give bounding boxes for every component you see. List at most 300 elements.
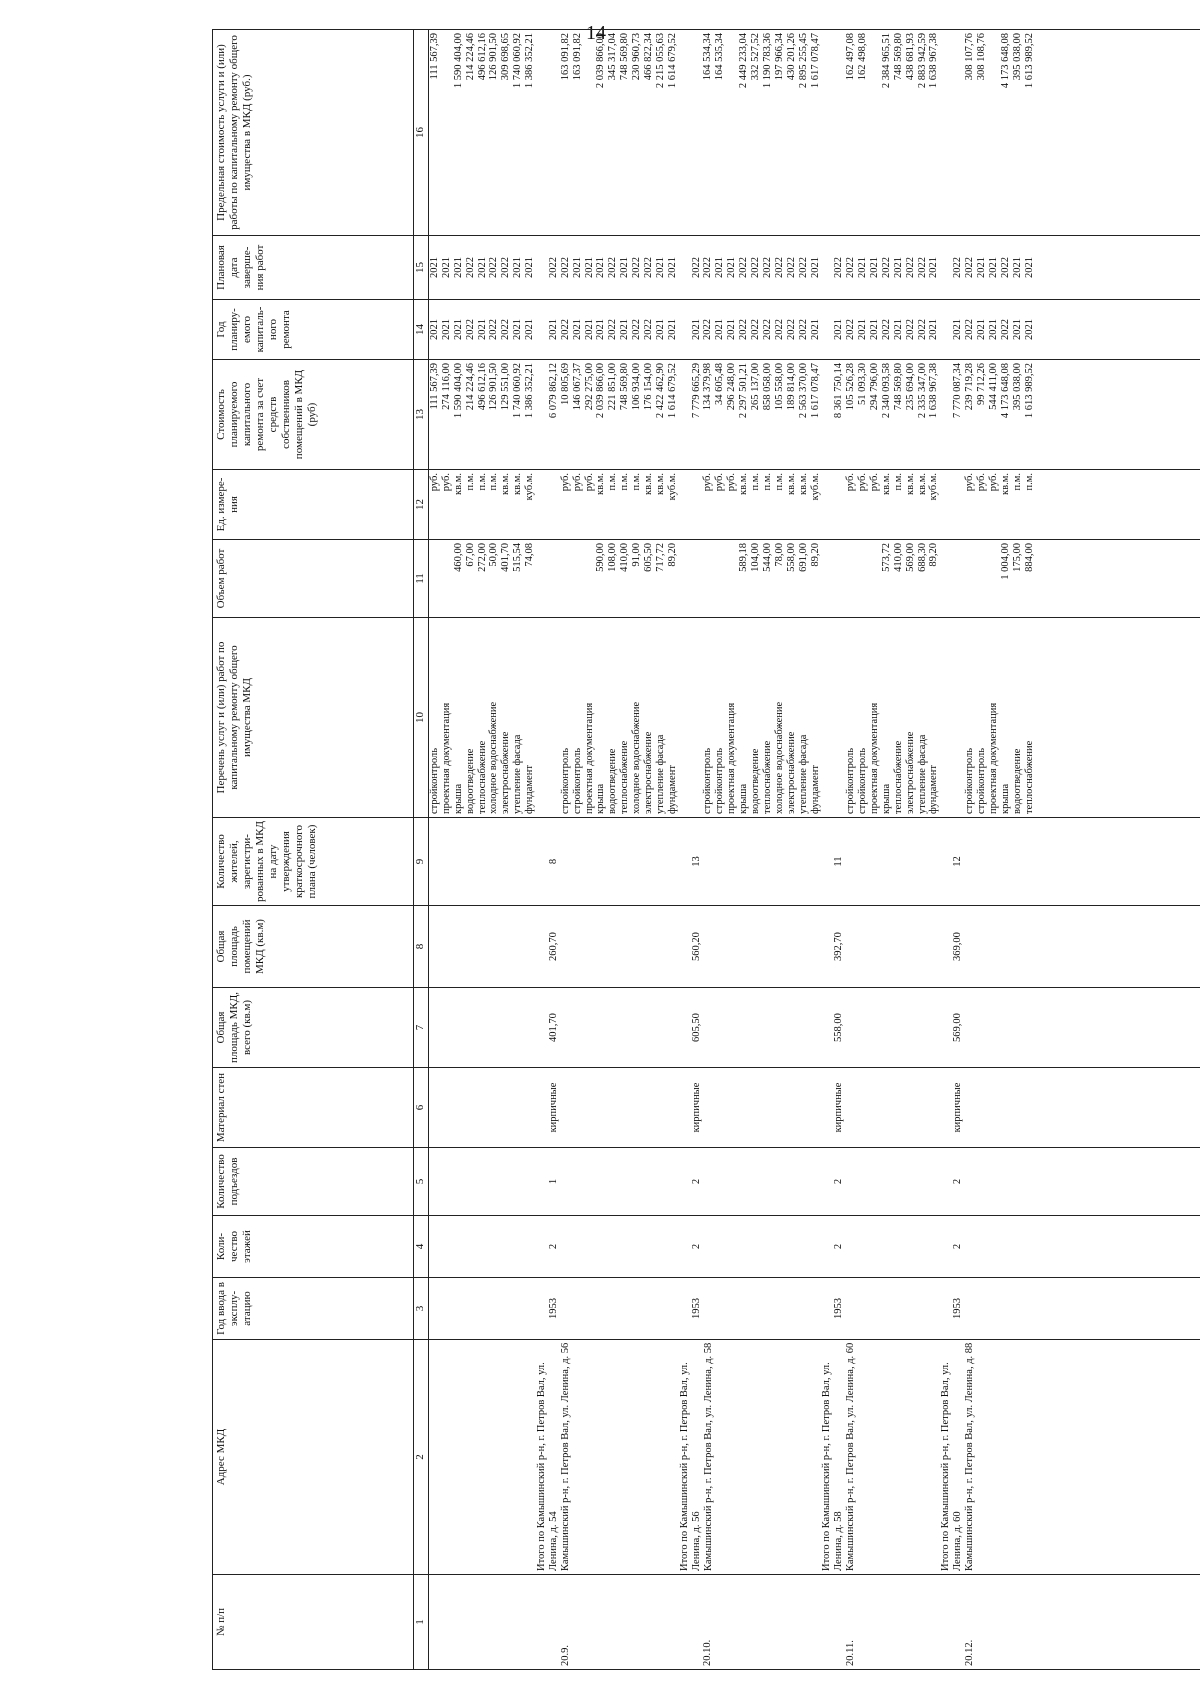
cell-c13: 292 275,00: [583, 363, 595, 411]
cell-c10: стройконтроль: [964, 747, 976, 814]
cell-c4: 2: [547, 1243, 559, 1250]
cell-c16: 1 190 783,36: [761, 33, 773, 89]
cell-c7: 558,00: [833, 1013, 845, 1042]
cell-c1: [726, 1575, 738, 1669]
cell-c2: [857, 1340, 869, 1574]
cell-c9: [774, 818, 786, 905]
page-number: 14: [586, 22, 606, 44]
cell-c12: [679, 470, 703, 539]
cell-c8: [988, 906, 1000, 987]
cell-c2: [500, 1340, 512, 1574]
col-16-max-cost: [429, 30, 1200, 236]
cell-c15: 2021: [429, 257, 440, 278]
cell-c10: стройконтроль: [429, 747, 440, 814]
cell-c4: [488, 1216, 500, 1277]
cell-c12: руб.: [975, 473, 987, 492]
cell-c13: 176 154,00: [643, 363, 655, 411]
cell-c4: [619, 1216, 631, 1277]
cell-c13: 2 297 501,21: [738, 363, 750, 419]
cell-c8: [917, 906, 929, 987]
cell-c12: кв.м.: [512, 473, 524, 495]
cell-c5: [1000, 1148, 1012, 1215]
cell-c16: 395 038,00: [1011, 33, 1023, 81]
cell-c16: 748 569,80: [892, 33, 904, 81]
cell-c8: [738, 906, 750, 987]
cell-c7: [798, 988, 810, 1067]
cell-c9: [714, 818, 726, 905]
cell-c8: [619, 906, 631, 987]
cell-c5: 2: [690, 1178, 702, 1185]
cell-c2: [714, 1340, 726, 1574]
cell-c16: 1 614 679,52: [666, 33, 678, 89]
cell-c13: 1 613 989,52: [1023, 363, 1035, 419]
cell-c2: [1000, 1340, 1012, 1574]
cell-c9: [845, 818, 857, 905]
cell-c10: проектная документация: [440, 702, 452, 814]
cell-c6: [810, 1068, 822, 1147]
cell-c8: [810, 906, 822, 987]
cell-c3: [917, 1278, 929, 1339]
cell-c3: [572, 1278, 584, 1339]
column-index: 7: [414, 988, 429, 1068]
cell-c12: п.м.: [1011, 473, 1023, 491]
cell-c12: руб.: [702, 473, 714, 492]
cell-c13: 105 558,00: [773, 363, 785, 411]
cell-c13: 126 901,50: [488, 363, 500, 411]
cell-c13: 134 379,98: [702, 363, 714, 411]
cell-c14: 2022: [904, 319, 916, 340]
column-index: 13: [414, 360, 429, 470]
cell-c6: [1024, 1068, 1036, 1147]
cell-c15: 2022: [559, 257, 571, 278]
cell-c14: 2022: [999, 319, 1011, 340]
cell-c8: [560, 906, 572, 987]
header-cell: Плановая дата заверше-ния работ: [213, 236, 414, 300]
cell-c15: 2022: [631, 257, 643, 278]
cell-c1: 20.10.: [702, 1639, 714, 1666]
cell-c15: 2021: [595, 257, 607, 278]
cell-c7: 569,00: [952, 1013, 964, 1042]
cell-c14: 2022: [750, 319, 762, 340]
cell-c11: 67,00: [464, 543, 476, 567]
cell-c13: 2 335 347,00: [916, 363, 928, 419]
cell-c1: 20.9.: [559, 1645, 571, 1666]
cell-c1: [988, 1575, 1000, 1669]
cell-c15: 2022: [750, 257, 762, 278]
cell-c4: [738, 1216, 750, 1277]
cell-c9: [928, 818, 940, 905]
cell-c8: [607, 906, 619, 987]
cell-c8: [750, 906, 762, 987]
cell-c11: [441, 540, 453, 617]
cell-c4: [928, 1216, 940, 1277]
cell-c2: [619, 1340, 631, 1574]
cell-c13: 189 814,00: [785, 363, 797, 411]
cell-c7: [928, 988, 940, 1067]
cell-c8: [500, 906, 512, 987]
cell-c7: [845, 988, 857, 1067]
cell-c9: [869, 818, 881, 905]
cell-c13: 99 712,26: [975, 363, 987, 405]
cell-c4: [1024, 1216, 1036, 1277]
cell-c1: [536, 1575, 560, 1669]
cell-c1: [976, 1575, 988, 1669]
cell-c3: [500, 1278, 512, 1339]
cell-c10: водоотведение: [464, 748, 476, 814]
cell-c1: [774, 1575, 786, 1669]
cell-c3: [560, 1278, 572, 1339]
cell-c4: [631, 1216, 643, 1277]
cell-c14: 2021: [452, 319, 464, 340]
cell-c8: [524, 906, 536, 987]
cell-c2: [512, 1340, 524, 1574]
cell-c12: кв.м.: [643, 473, 655, 495]
cell-c8: [584, 906, 596, 987]
cell-c15: 2022: [999, 257, 1011, 278]
cell-c2: [750, 1340, 762, 1574]
cell-c11: 74,08: [524, 543, 536, 567]
cell-c9: [702, 818, 714, 905]
cell-c8: [572, 906, 584, 987]
cell-c1: 20.11.: [845, 1640, 857, 1666]
cell-c15: 2021: [868, 257, 880, 278]
cell-c8: [928, 906, 940, 987]
cell-c5: [881, 1148, 893, 1215]
cell-c1: [1012, 1575, 1024, 1669]
cell-c10: стройконтроль: [857, 747, 869, 814]
cell-c11: 1 004,00: [999, 543, 1011, 580]
cell-c13: 858 058,00: [761, 363, 773, 411]
cell-c11: [845, 540, 857, 617]
cell-c12: руб.: [571, 473, 583, 492]
cell-c4: [607, 1216, 619, 1277]
cell-c5: [643, 1148, 655, 1215]
cell-c13: 235 694,00: [904, 363, 916, 411]
col-14-planned-year: [429, 300, 1200, 360]
cell-c13: 105 526,28: [845, 363, 857, 411]
cell-c1: [1024, 1575, 1036, 1669]
cell-c3: [1024, 1278, 1036, 1339]
cell-c12: п.м.: [761, 473, 773, 491]
cell-c5: 2: [833, 1178, 845, 1185]
cell-c6: [714, 1068, 726, 1147]
cell-c12: [536, 470, 560, 539]
cell-c4: [714, 1216, 726, 1277]
cell-c7: [893, 988, 905, 1067]
cell-c11: [714, 540, 726, 617]
cell-c14: 2021: [714, 319, 726, 340]
cell-c5: 1: [547, 1178, 559, 1185]
cell-c5: 2: [952, 1178, 964, 1185]
cell-c6: [512, 1068, 524, 1147]
cell-c15: 2022: [797, 257, 809, 278]
cell-c3: [964, 1278, 976, 1339]
cell-c8: [798, 906, 810, 987]
cell-c13: 129 551,00: [500, 363, 512, 411]
header-cell: Объем работ: [213, 540, 414, 618]
cell-c16: [584, 30, 596, 235]
cell-c10: [536, 618, 560, 817]
cell-c6: кирпичные: [690, 1082, 702, 1133]
cell-c9: [512, 818, 524, 905]
cell-c13: 34 605,48: [714, 363, 726, 405]
cell-c7: [453, 988, 465, 1067]
header-cell: Количество жителей, зарегистри-рованных в МКД на дату утверждения краткосрочного плана (человек): [213, 818, 414, 906]
cell-c6: [786, 1068, 798, 1147]
cell-c7: [595, 988, 607, 1067]
cell-c4: [917, 1216, 929, 1277]
cell-c4: [750, 1216, 762, 1277]
cell-c14: 2022: [631, 319, 643, 340]
cell-c10: крыша: [999, 783, 1011, 814]
cell-c12: [821, 470, 845, 539]
cell-c4: [453, 1216, 465, 1277]
cell-c5: [429, 1148, 441, 1215]
cell-c5: [512, 1148, 524, 1215]
cell-c1: [619, 1575, 631, 1669]
cell-c9: 8: [547, 858, 559, 865]
cell-c3: [1012, 1278, 1024, 1339]
cell-c5: [726, 1148, 738, 1215]
cell-c10: водоотведение: [607, 748, 619, 814]
cell-c2: [429, 1340, 441, 1574]
cell-c8: [726, 906, 738, 987]
cell-c15: 2021: [571, 257, 583, 278]
cell-c9: [786, 818, 798, 905]
cell-c3: [857, 1278, 869, 1339]
column-index: 10: [414, 618, 429, 818]
cell-c3: [655, 1278, 667, 1339]
cell-c16: 2 039 866,00: [595, 33, 607, 89]
cell-c14: 2021: [440, 319, 452, 340]
cell-c8: [643, 906, 655, 987]
cell-c10: фундамент: [928, 765, 940, 814]
cell-c7: [726, 988, 738, 1067]
cell-c14: 2021: [571, 319, 583, 340]
cell-c7: [762, 988, 774, 1067]
cell-c13: 395 038,00: [1011, 363, 1023, 411]
cell-c12: кв.м.: [500, 473, 512, 495]
cell-c13: 748 569,80: [892, 363, 904, 411]
cell-c7: 605,50: [690, 1013, 702, 1042]
cell-c16: 164 535,34: [714, 33, 726, 81]
cell-c10: крыша: [595, 783, 607, 814]
cell-c2: [917, 1340, 929, 1574]
cell-c12: п.м.: [631, 473, 643, 491]
cell-c4: [786, 1216, 798, 1277]
cell-c1: [655, 1575, 667, 1669]
cell-c9: [572, 818, 584, 905]
cell-c12: руб.: [857, 473, 869, 492]
column-index: 12: [414, 470, 429, 540]
cell-c8: [857, 906, 869, 987]
cell-c5: [465, 1148, 477, 1215]
cell-c2: [762, 1340, 774, 1574]
cell-c7: [869, 988, 881, 1067]
cell-c11: 272,00: [476, 543, 488, 572]
cell-c16: 345 317,04: [607, 33, 619, 81]
cell-c13: 2 340 093,58: [880, 363, 892, 419]
cell-c8: [702, 906, 714, 987]
cell-c1: [928, 1575, 940, 1669]
cell-c3: [905, 1278, 917, 1339]
cell-c10: водоотведение: [1011, 748, 1023, 814]
cell-c9: [560, 818, 572, 905]
cell-c7: [1012, 988, 1024, 1067]
cell-c11: 89,20: [809, 543, 821, 567]
cell-c4: [702, 1216, 714, 1277]
cell-c14: 2021: [987, 319, 999, 340]
cell-c13: 1 614 679,52: [666, 363, 678, 419]
cell-c1: [643, 1575, 655, 1669]
cell-c10: холодное водоснабжение: [773, 701, 785, 814]
col-12-unit: [429, 470, 1200, 540]
cell-c16: 309 698,65: [500, 33, 512, 81]
cell-c1: [1000, 1575, 1012, 1669]
cell-c1: [857, 1575, 869, 1669]
cell-c12: руб.: [964, 473, 976, 492]
cell-c5: [560, 1148, 572, 1215]
cell-c4: [643, 1216, 655, 1277]
cell-c4: [477, 1216, 489, 1277]
cell-c4: [988, 1216, 1000, 1277]
cell-c15: 2022: [643, 257, 655, 278]
cell-c3: [584, 1278, 596, 1339]
cell-c15: 2021: [666, 257, 678, 278]
cell-c6: [584, 1068, 596, 1147]
cell-c11: 589,18: [738, 543, 750, 572]
cell-c7: [857, 988, 869, 1067]
cell-c12: п.м.: [607, 473, 619, 491]
cell-c15: 2022: [964, 257, 976, 278]
cell-c5: [786, 1148, 798, 1215]
cell-c11: [988, 540, 1000, 617]
col-8-premises-area: [429, 906, 1200, 988]
cell-c13: 1 740 060,92: [512, 363, 524, 419]
cell-c5: [738, 1148, 750, 1215]
cell-c2: [893, 1340, 905, 1574]
cell-c15: 2021: [857, 257, 869, 278]
cell-c6: [453, 1068, 465, 1147]
cell-c8: [845, 906, 857, 987]
cell-c13: 214 224,46: [464, 363, 476, 411]
cell-c5: [798, 1148, 810, 1215]
cell-c9: [798, 818, 810, 905]
cell-c11: 605,50: [643, 543, 655, 572]
cell-c15: 2021: [654, 257, 666, 278]
cell-c10: утепление фасада: [654, 734, 666, 814]
cell-c12: руб.: [845, 473, 857, 492]
cell-c14: 2021: [928, 319, 940, 340]
header-cell: Коли-чество этажей: [213, 1216, 414, 1278]
cell-c16: [441, 30, 453, 235]
cell-c11: 573,72: [880, 543, 892, 572]
cell-c16: 163 091,82: [559, 33, 571, 81]
cell-c9: [429, 818, 441, 905]
cell-c12: куб.м.: [809, 473, 821, 501]
cell-c10: стройконтроль: [702, 747, 714, 814]
cell-c3: [750, 1278, 762, 1339]
cell-c5: [1024, 1148, 1036, 1215]
cell-c7: [1024, 988, 1036, 1067]
cell-c5: [607, 1148, 619, 1215]
cell-c12: кв.м.: [904, 473, 916, 495]
cell-c5: [988, 1148, 1000, 1215]
table-body-row: [429, 30, 1200, 1670]
cell-c5: [964, 1148, 976, 1215]
cell-c6: [738, 1068, 750, 1147]
cell-c5: [1012, 1148, 1024, 1215]
cell-c16: 1 638 967,38: [928, 33, 940, 89]
header-cell: Общая площадь МКД, всего (кв.м): [213, 988, 414, 1068]
cell-c3: [798, 1278, 810, 1339]
cell-c1: [869, 1575, 881, 1669]
cell-c3: [607, 1278, 619, 1339]
cell-c7: [441, 988, 453, 1067]
cell-c11: 410,00: [619, 543, 631, 572]
cell-c2: [524, 1340, 536, 1574]
cell-c10: стройконтроль: [714, 747, 726, 814]
cell-c2: [786, 1340, 798, 1574]
cell-c16: [988, 30, 1000, 235]
cell-c2: Камышинский р-н, г. Петров Вал, ул. Ленина, д. 58: [702, 1342, 714, 1571]
cell-c12: куб.м.: [666, 473, 678, 501]
cell-c15: 2021: [619, 257, 631, 278]
cell-c7: [607, 988, 619, 1067]
cell-c4: [810, 1216, 822, 1277]
cell-c12: руб.: [987, 473, 999, 492]
cell-c14: 2022: [738, 319, 750, 340]
cell-c14: 2021: [547, 319, 559, 340]
cell-c16: 2 895 255,45: [797, 33, 809, 89]
cell-c11: [584, 540, 596, 617]
cell-c11: [964, 540, 976, 617]
cell-c8: 260,70: [547, 932, 559, 961]
cell-c6: [845, 1068, 857, 1147]
cell-c12: руб.: [583, 473, 595, 492]
cell-c10: фундамент: [809, 765, 821, 814]
cell-c9: [441, 818, 453, 905]
cell-c9: 13: [690, 856, 702, 867]
cell-c3: 1953: [690, 1298, 702, 1319]
cell-c14: 2022: [500, 319, 512, 340]
cell-c1: [821, 1575, 845, 1669]
cell-c12: руб.: [440, 473, 452, 492]
cell-c6: [702, 1068, 714, 1147]
cell-c16: 230 960,73: [631, 33, 643, 81]
column-index: 5: [414, 1148, 429, 1216]
cell-c3: [774, 1278, 786, 1339]
cell-c16: [726, 30, 738, 235]
column-index-row: [414, 30, 429, 1670]
cell-c13: 111 567,39: [429, 363, 440, 410]
cell-c8: [976, 906, 988, 987]
cell-c8: [631, 906, 643, 987]
cell-c12: кв.м.: [916, 473, 928, 495]
cell-c6: [619, 1068, 631, 1147]
cell-c6: [441, 1068, 453, 1147]
cell-c16: 163 091,82: [571, 33, 583, 81]
col-7-total-area: [429, 988, 1200, 1068]
cell-c5: [845, 1148, 857, 1215]
cell-c16: 2 215 055,63: [654, 33, 666, 89]
cell-c16: 332 527,52: [750, 33, 762, 81]
cell-c3: [869, 1278, 881, 1339]
cell-c3: [714, 1278, 726, 1339]
cell-c11: 108,00: [607, 543, 619, 572]
cell-c14: 2022: [464, 319, 476, 340]
cell-c10: проектная документация: [583, 702, 595, 814]
